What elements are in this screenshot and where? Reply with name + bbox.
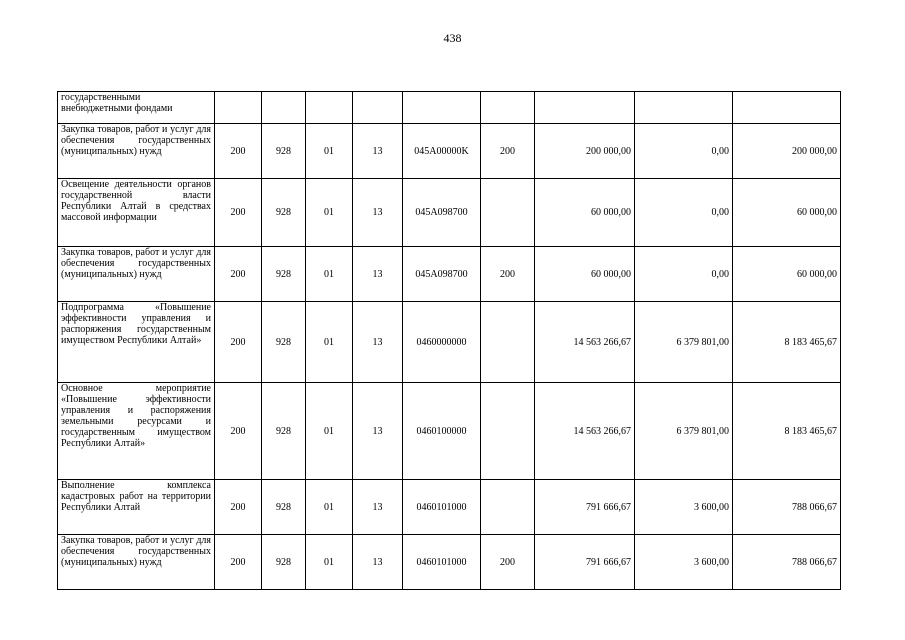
cell-amount-total: 14 563 266,67 (535, 302, 635, 383)
cell-admin-code (215, 92, 262, 124)
cell-subsection: 13 (353, 124, 403, 179)
cell-expense-type (481, 383, 535, 480)
cell-expense-type (481, 302, 535, 383)
cell-amount-total (535, 92, 635, 124)
cell-amount-regional: 788 066,67 (733, 535, 841, 590)
cell-subsection: 13 (353, 383, 403, 480)
cell-subsection: 13 (353, 179, 403, 247)
cell-section: 01 (306, 247, 353, 302)
cell-expense-type: 200 (481, 247, 535, 302)
cell-section: 01 (306, 480, 353, 535)
cell-amount-regional: 8 183 465,67 (733, 302, 841, 383)
cell-expense-type (481, 480, 535, 535)
row-name: государственными внебюджетными фондами (58, 92, 215, 124)
table-row (58, 179, 841, 247)
table-row (58, 302, 841, 383)
cell-target-article: 0460000000 (403, 302, 481, 383)
cell-admin-code: 200 (215, 535, 262, 590)
cell-amount-total: 791 666,67 (535, 480, 635, 535)
table-row (58, 480, 841, 535)
cell-amount-federal: 6 379 801,00 (635, 302, 733, 383)
cell-subsection: 13 (353, 480, 403, 535)
row-name: Выполнение комплекса кадастровых работ на территории Республики Алтай (58, 480, 215, 535)
cell-ministry-code: 928 (262, 535, 306, 590)
cell-section: 01 (306, 302, 353, 383)
cell-target-article: 0460100000 (403, 383, 481, 480)
table-row (58, 92, 841, 124)
cell-target-article: 045A098700 (403, 247, 481, 302)
table-row (58, 383, 841, 480)
table-row (58, 124, 841, 179)
table-row (58, 247, 841, 302)
cell-amount-total: 60 000,00 (535, 247, 635, 302)
row-name: Основное мероприятие «Повышение эффективности управления и распоряжения земельными ресурсами и государственным имуществом Республики Алтай» (58, 383, 215, 480)
cell-amount-total: 791 666,67 (535, 535, 635, 590)
cell-amount-regional: 60 000,00 (733, 179, 841, 247)
cell-subsection: 13 (353, 247, 403, 302)
cell-admin-code: 200 (215, 179, 262, 247)
cell-ministry-code: 928 (262, 124, 306, 179)
cell-subsection (353, 92, 403, 124)
cell-amount-federal: 3 600,00 (635, 480, 733, 535)
cell-amount-federal: 0,00 (635, 247, 733, 302)
cell-amount-federal: 6 379 801,00 (635, 383, 733, 480)
page-number: 438 (443, 31, 462, 45)
row-name: Закупка товаров, работ и услуг для обеспечения государственных (муниципальных) нужд (58, 247, 215, 302)
cell-section (306, 92, 353, 124)
cell-section: 01 (306, 535, 353, 590)
cell-ministry-code: 928 (262, 302, 306, 383)
cell-amount-regional: 200 000,00 (733, 124, 841, 179)
cell-amount-regional: 788 066,67 (733, 480, 841, 535)
cell-target-article: 045A098700 (403, 179, 481, 247)
cell-ministry-code (262, 92, 306, 124)
cell-subsection: 13 (353, 535, 403, 590)
cell-admin-code: 200 (215, 247, 262, 302)
cell-admin-code: 200 (215, 124, 262, 179)
cell-section: 01 (306, 124, 353, 179)
cell-expense-type: 200 (481, 535, 535, 590)
cell-expense-type: 200 (481, 124, 535, 179)
cell-ministry-code: 928 (262, 179, 306, 247)
cell-ministry-code: 928 (262, 383, 306, 480)
cell-amount-federal: 0,00 (635, 179, 733, 247)
cell-amount-federal: 0,00 (635, 124, 733, 179)
cell-amount-total: 200 000,00 (535, 124, 635, 179)
cell-amount-regional (733, 92, 841, 124)
cell-amount-federal (635, 92, 733, 124)
budget-table (57, 91, 841, 590)
cell-amount-regional: 60 000,00 (733, 247, 841, 302)
row-name: Закупка товаров, работ и услуг для обеспечения государственных (муниципальных) нужд (58, 124, 215, 179)
cell-target-article (403, 92, 481, 124)
cell-target-article: 045A00000K (403, 124, 481, 179)
cell-amount-regional: 8 183 465,67 (733, 383, 841, 480)
cell-section: 01 (306, 383, 353, 480)
cell-section: 01 (306, 179, 353, 247)
table-row (58, 535, 841, 590)
cell-target-article: 0460101000 (403, 480, 481, 535)
row-name: Освещение деятельности органов государственной власти Республики Алтай в средствах массовой информации (58, 179, 215, 247)
cell-subsection: 13 (353, 302, 403, 383)
cell-expense-type (481, 179, 535, 247)
cell-expense-type (481, 92, 535, 124)
cell-amount-total: 14 563 266,67 (535, 383, 635, 480)
cell-admin-code: 200 (215, 302, 262, 383)
cell-amount-total: 60 000,00 (535, 179, 635, 247)
row-name: Подпрограмма «Повышение эффективности управления и распоряжения государственным имуществом Республики Алтай» (58, 302, 215, 383)
cell-admin-code: 200 (215, 480, 262, 535)
cell-admin-code: 200 (215, 383, 262, 480)
cell-amount-federal: 3 600,00 (635, 535, 733, 590)
cell-target-article: 0460101000 (403, 535, 481, 590)
cell-ministry-code: 928 (262, 480, 306, 535)
row-name: Закупка товаров, работ и услуг для обеспечения государственных (муниципальных) нужд (58, 535, 215, 590)
cell-ministry-code: 928 (262, 247, 306, 302)
